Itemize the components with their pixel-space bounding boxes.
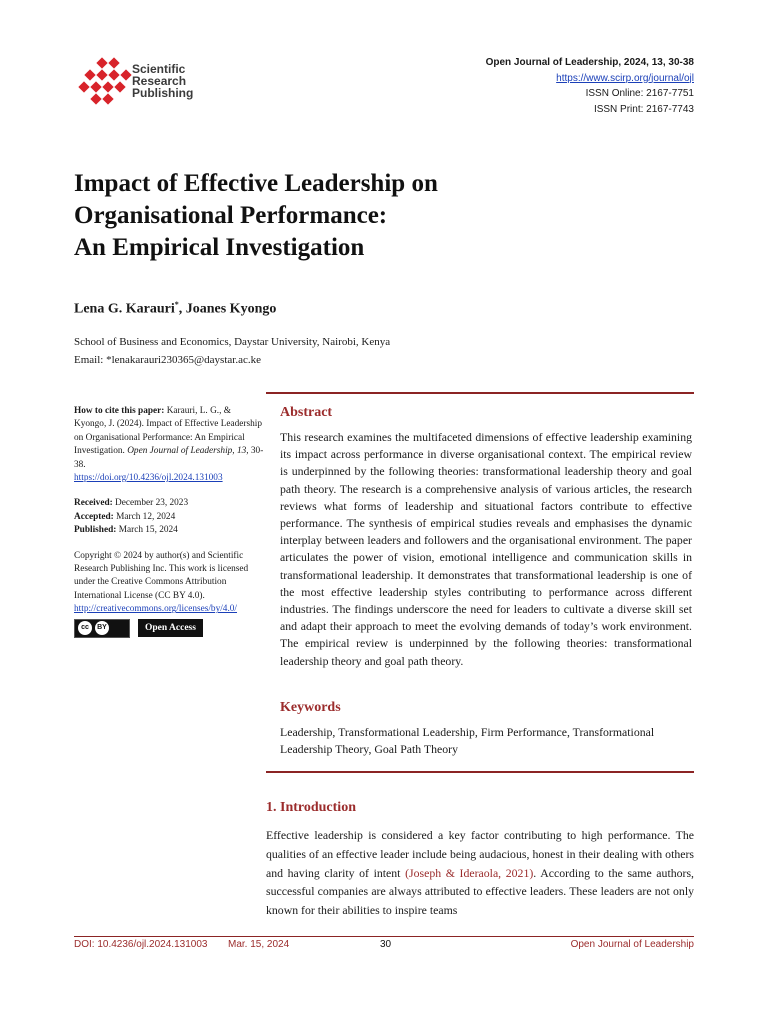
published-date: March 15, 2024	[116, 525, 178, 536]
journal-info	[486, 55, 694, 117]
cite-label: How to cite this paper:	[74, 406, 165, 416]
open-access-badge: Open Access	[138, 619, 203, 637]
received-date: December 23, 2023	[112, 498, 189, 509]
corresponding-mark: *	[174, 300, 179, 309]
citation-block	[74, 405, 264, 485]
introduction-heading: 1. Introduction	[266, 800, 356, 815]
abstract-heading: Abstract	[280, 405, 333, 420]
received-label: Received:	[74, 498, 113, 509]
intro-citation-link[interactable]: (Joseph & Ideraola, 2021)	[405, 865, 534, 880]
accepted-date: March 12, 2024	[113, 511, 176, 522]
cite-journal: Open Journal of Leadership, 13,	[127, 446, 249, 457]
title-line-2: Organisational Performance:	[74, 202, 388, 229]
license-block	[74, 550, 264, 638]
footer-rule	[74, 936, 694, 937]
publisher-line-1: Scientific	[132, 62, 186, 76]
license-badges	[74, 619, 264, 638]
keywords-text: Leadership, Transformational Leadership, Firm Performance, Transformational Leadership Theory, Goal Path Theory	[280, 725, 655, 757]
publisher-line-2: Research	[132, 74, 187, 88]
doi-link[interactable]: https://doi.org/10.4236/ojl.2024.131003	[74, 473, 223, 484]
email: Email: *lenakarauri230365@daystar.ac.ke	[74, 354, 261, 366]
issn-online: ISSN Online: 2167-7751	[585, 88, 694, 99]
abstract-top-rule	[266, 392, 694, 394]
author-1: Lena G. Karauri	[74, 301, 175, 317]
affiliation: School of Business and Economics, Daystar University, Nairobi, Kenya	[74, 336, 391, 348]
author-list	[74, 300, 276, 318]
by-icon: BY	[95, 621, 109, 635]
keywords-heading: Keywords	[280, 700, 341, 715]
journal-url-link[interactable]: https://www.scirp.org/journal/ojl	[556, 72, 694, 84]
cc-icon: cc	[78, 621, 92, 635]
footer-journal: Open Journal of Leadership	[570, 939, 694, 950]
cc-by-badge[interactable]	[74, 619, 130, 638]
footer-date: Mar. 15, 2024	[228, 939, 290, 950]
page-number: 30	[380, 939, 392, 950]
intro-text-part-1: Effective leadership is considered a key factor contributing to high performance. The qualities of an effective leader include being audacious, honest in their dealing with others and having clarity of intent	[266, 828, 694, 880]
author-2: , Joanes Kyongo	[178, 301, 277, 317]
paper-title	[74, 168, 634, 264]
intro-text-part-2: . According to the same authors, successful companies are always attributed to effective leaders. These leaders are not only known for their abilities to inspire teams	[266, 865, 694, 918]
license-link[interactable]: http://creativecommons.org/licenses/by/4.0/	[74, 604, 238, 615]
cite-pages: 30-38.	[74, 446, 264, 470]
abstract-text: This research examines the multifaceted dimensions of effective leadership examining its impact across performance in diverse organisational context. The empirical review is underpinned by the following theories: transformational leadership theory and goal path theory. The research is a comprehensive analysis of various articles, the research reviews what forms of leadership and situational factors contribute to effective performance. The synthesis of empirical studies reveals and emphasises the dynamic interplay between leaders and followers and the organisational environment. The paper articulates the power of vision, emotional intelligence and communication skills in transformational leadership. It demonstrates that transformational leadership is one of the most effective leadership styles contributing to performance across different industries. The findings underscore the need for leaders to cultivate a diverse skill set and adapt their approach to meet the evolving demands of today’s work environment. The empirical review is underpinned by the following theories: transformational leadership theory and goal path theory.	[280, 430, 692, 668]
cite-text: Karauri, L. G., & Kyongo, J. (2024). Impact of Effective Leadership on Organisational Performance: An Empirical Investigation.	[74, 406, 263, 457]
footer-doi: DOI: 10.4236/ojl.2024.131003	[74, 939, 208, 950]
accepted-label: Accepted:	[74, 511, 114, 522]
publisher-name	[132, 63, 193, 99]
keywords-bottom-rule	[266, 771, 694, 773]
introduction-text	[266, 826, 694, 920]
affiliation-block	[74, 333, 390, 369]
dates-block	[74, 497, 264, 537]
copyright-text: Copyright © 2024 by author(s) and Scientific Research Publishing Inc. This work is licensed under the Creative Commons Attribution International License (CC BY 4.0).	[74, 550, 249, 601]
title-line-3: An Empirical Investigation	[74, 234, 365, 261]
issn-print: ISSN Print: 2167-7743	[593, 103, 694, 115]
article-info-sidebar	[74, 405, 264, 638]
publisher-line-3: Publishing	[132, 86, 194, 100]
published-label: Published:	[74, 525, 117, 536]
journal-citation-line: Open Journal of Leadership, 2024, 13, 30-38	[485, 57, 694, 68]
title-line-1: Impact of Effective Leadership on	[74, 170, 438, 197]
